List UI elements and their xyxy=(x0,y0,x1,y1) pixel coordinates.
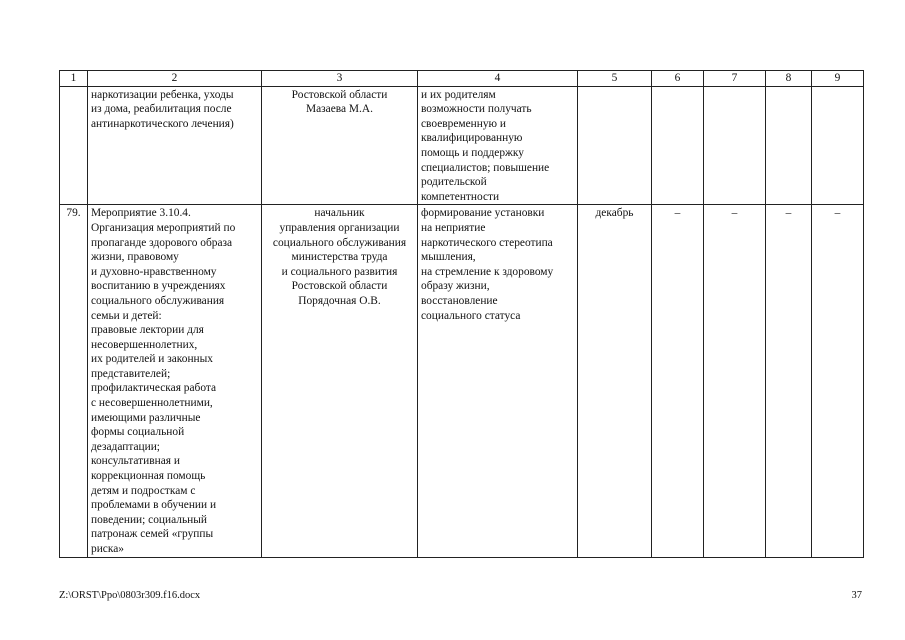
text-line: жизни, правовому xyxy=(91,251,179,264)
header-cell: 9 xyxy=(812,71,864,87)
header-cell: 6 xyxy=(652,71,704,87)
header-cell: 2 xyxy=(88,71,262,87)
text-line: консультативная и xyxy=(91,455,180,468)
text-line: формы социальной xyxy=(91,426,185,439)
text-line: профилактическая работа xyxy=(91,382,217,395)
text-line: воспитанию в учреждениях xyxy=(91,280,226,293)
text-line: на неприятие xyxy=(421,221,486,234)
date-cell xyxy=(578,86,652,205)
text-line: помощь и поддержку xyxy=(421,146,524,159)
header-row xyxy=(60,71,864,87)
value-cell-8: – xyxy=(766,205,812,557)
text-line: министерства труда xyxy=(291,251,388,264)
text-line: поведении; социальный xyxy=(91,513,207,526)
header-cell: 3 xyxy=(262,71,418,87)
responsible-cell xyxy=(262,86,418,205)
value-cell-8 xyxy=(766,86,812,205)
text-line: проблемами в обучении и xyxy=(91,499,217,512)
text-line: риска» xyxy=(91,543,124,555)
text-line: из дома, реабилитация после xyxy=(91,103,232,116)
text-line: образу жизни, xyxy=(421,280,490,293)
header-cell: 5 xyxy=(578,71,652,87)
row-number xyxy=(60,86,88,205)
activities-table xyxy=(59,70,864,558)
text-line: Мазаева М.А. xyxy=(306,103,373,116)
value-cell-6 xyxy=(652,86,704,205)
text-line: Ростовской области xyxy=(291,88,388,101)
text-line: детям и подросткам с xyxy=(91,484,196,497)
text-line: специалистов; повышение xyxy=(421,161,550,174)
text-line: антинаркотического лечения) xyxy=(91,117,234,130)
footer-file-path: Z:\ORST\Ppo\0803r309.f16.docx xyxy=(59,590,201,601)
text-line: коррекционная помощь xyxy=(91,470,206,483)
value-cell-7 xyxy=(704,86,766,205)
text-line: их родителей и законных xyxy=(91,353,213,366)
table-row-continuation xyxy=(60,86,864,205)
text-line: квалифицированную xyxy=(421,132,523,145)
text-line: и духовно-нравственному xyxy=(91,265,217,278)
value-cell-9 xyxy=(812,86,864,205)
text-line: наркотического стереотипа xyxy=(421,236,553,249)
text-line: дезадаптации; xyxy=(91,440,160,453)
result-cell xyxy=(418,86,578,205)
text-line: патронаж семей «группы xyxy=(91,528,214,541)
text-line: Порядочная О.В. xyxy=(298,294,381,307)
text-line: своевременную и xyxy=(421,117,506,130)
text-line: правовые лектории для xyxy=(91,324,204,337)
footer-page-number: 37 xyxy=(851,590,862,601)
text-line: Организация мероприятий по xyxy=(91,221,236,234)
responsible-cell xyxy=(262,205,418,557)
activity-cell xyxy=(88,205,262,557)
text-line: мышления, xyxy=(421,251,476,264)
text-line: пропаганде здорового образа xyxy=(91,236,233,249)
header-cell: 8 xyxy=(766,71,812,87)
text-line: социального обслуживания xyxy=(91,294,225,307)
text-line: социального обслуживания xyxy=(272,236,407,249)
table-row-79 xyxy=(60,205,864,557)
text-line: восстановление xyxy=(421,294,498,307)
text-line: социального статуса xyxy=(421,309,521,322)
text-line: с несовершеннолетними, xyxy=(91,397,213,410)
text-line: компетентности xyxy=(421,190,500,203)
header-cell: 7 xyxy=(704,71,766,87)
value-cell-6: – xyxy=(652,205,704,557)
text-line: и их родителям xyxy=(421,88,496,101)
header-cell: 4 xyxy=(418,71,578,87)
text-line: родительской xyxy=(421,176,487,189)
activity-cell xyxy=(88,86,262,205)
value-cell-9: – xyxy=(812,205,864,557)
date-cell: декабрь xyxy=(578,205,652,557)
text-line: возможности получать xyxy=(421,103,532,116)
text-line: Ростовской области xyxy=(291,280,388,293)
text-line: несовершеннолетних, xyxy=(91,338,198,351)
text-line: семьи и детей: xyxy=(91,309,162,322)
value-cell-7: – xyxy=(704,205,766,557)
text-line: управления организации xyxy=(279,221,400,234)
result-cell xyxy=(418,205,578,557)
text-line: формирование установки xyxy=(421,207,545,220)
text-line: имеющими различные xyxy=(91,411,201,424)
row-number: 79. xyxy=(60,205,88,557)
text-line: Мероприятие 3.10.4. xyxy=(91,207,191,220)
text-line: на стремление к здоровому xyxy=(421,265,554,278)
text-line: наркотизации ребенка, уходы xyxy=(91,88,234,101)
text-line: и социального развития xyxy=(281,265,398,278)
header-cell: 1 xyxy=(60,71,88,87)
text-line: начальник xyxy=(314,207,365,220)
text-line: представителей; xyxy=(91,367,171,380)
